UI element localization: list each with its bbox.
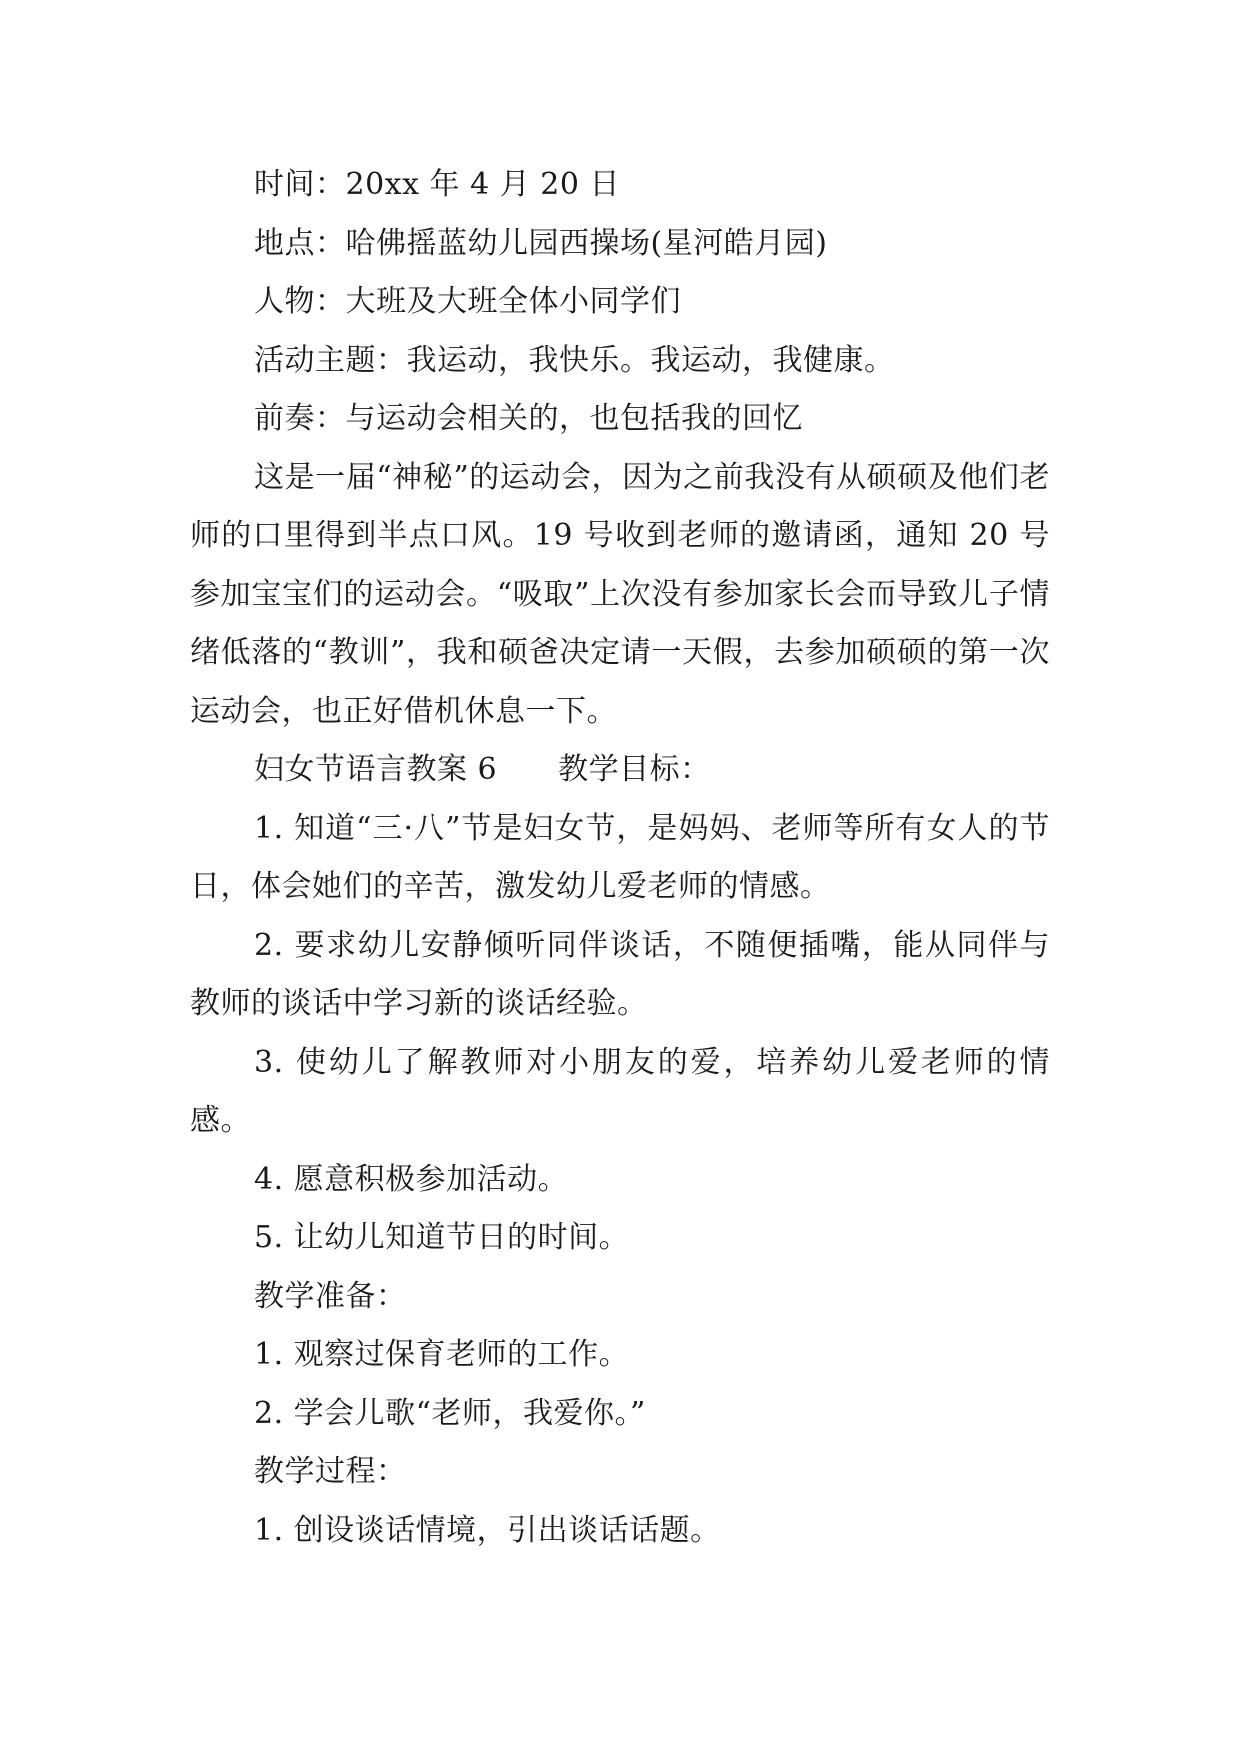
paragraph-process-1: 1. 创设谈话情境，引出谈话话题。 <box>254 1512 721 1548</box>
paragraph-theme: 活动主题：我运动，我快乐。我运动，我健康。 <box>254 342 895 378</box>
document-body <box>190 156 1050 1560</box>
paragraph-lesson-heading: 妇女节语言教案 6 教学目标： <box>254 752 711 787</box>
paragraph-goal-4: 4. 愿意积极参加活动。 <box>254 1161 569 1197</box>
paragraph-narrative: 这是一届“神秘”的运动会，因为之前我没有从硕硕及他们老师的口里得到半点口风。19 号收到老师的邀请函，通知 20 号参加宝宝们的运动会。“吸取”上次没有参加家长会而导致儿子情绪低落的“教训”，我和硕爸决定请一天假，去参加硕硕的第一次运动会，也正好借机休息一下。 <box>190 459 1050 729</box>
paragraph-goal-2: 2. 要求幼儿安静倾听同伴谈话，不随便插嘴，能从同伴与教师的谈话中学习新的谈话经验。 <box>190 927 1050 1021</box>
paragraph-prelude: 前奏：与运动会相关的，也包括我的回忆 <box>254 401 803 436</box>
paragraph-preparation-1: 1. 观察过保育老师的工作。 <box>254 1337 630 1372</box>
paragraph-goal-5: 5. 让幼儿知道节日的时间。 <box>254 1220 630 1255</box>
paragraph-goal-3: 3. 使幼儿了解教师对小朋友的爱，培养幼儿爱老师的情感。 <box>190 1044 1050 1138</box>
paragraph-time: 时间：20xx 年 4 月 20 日 <box>254 167 620 202</box>
paragraph-preparation-heading: 教学准备： <box>254 1278 407 1314</box>
paragraph-goal-1: 1. 知道“三·八”节是妇女节，是妈妈、老师等所有女人的节日，体会她们的辛苦，激发幼儿爱老师的情感。 <box>190 810 1050 904</box>
paragraph-preparation-2: 2. 学会儿歌“老师，我爱你。” <box>254 1395 646 1431</box>
paragraph-process-heading: 教学过程： <box>254 1454 407 1489</box>
paragraph-location: 地点：哈佛摇蓝幼儿园西操场(星河皓月园) <box>254 225 828 261</box>
paragraph-participants: 人物：大班及大班全体小同学们 <box>254 284 681 319</box>
